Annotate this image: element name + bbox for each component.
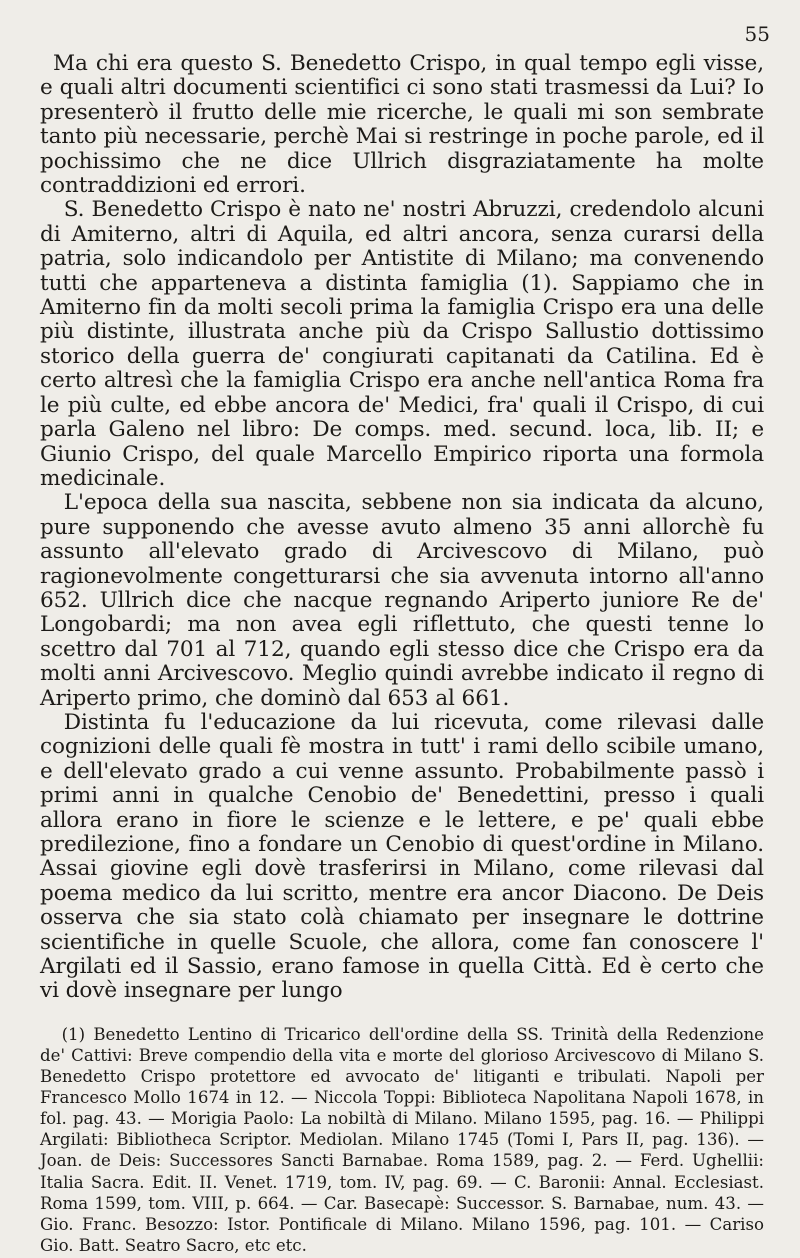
paragraph-2: S. Benedetto Crispo è nato ne' nostri Abruzzi, credendolo alcuni di Amiterno, altri di Aquila, ed altri ancora, senza curarsi della patria, solo indicandolo per Antistite di Milano; ma convenendo tutti che apparteneva a distinta famiglia (1). Sappiamo che in Amiterno fin da molti secoli prima la famiglia Crispo era una delle più distinte, illustrata anche più da Crispo Sallustio dottissimo storico della guerra de' congiurati capitanati da Catilina. Ed è certo altresì che la famiglia Crispo era anche nell'antica Roma fra le più culte, ed ebbe ancora de' Medici, fra' quali il Crispo, di cui parla Galeno nel libro: De comps. med. secund. loca, lib. II; e Giunio Crispo, del quale Marcello Empirico riporta una formola medicinale. <box>40 197 764 491</box>
paragraph-4: Distinta fu l'educazione da lui ricevuta, come rilevasi dalle cognizioni delle quali fè mostra in tutt' i rami dello scibile umano, e dell'elevato grado a cui venne assunto. Probabilmente passò i primi anni in qualche Cenobio de' Benedettini, presso i quali allora erano in fiore le scienze e le lettere, e pe' quali ebbe predilezione, fino a fondare un Cenobio di quest'ordine in Milano. Assai giovine egli dovè trasferirsi in Milano, come rilevasi dal poema medico da lui scritto, mentre era ancor Diacono. De Deis osserva che sia stato colà chiamato per insegnare le dottrine scientifiche in quelle Scuole, che allora, come fan conoscere l' Argilati ed il Sassio, erano famose in quella Città. Ed è certo che vi dovè insegnare per lungo <box>40 709 764 1004</box>
page-number: 55 <box>744 22 770 46</box>
paragraph-3: L'epoca della sua nascita, sebbene non sia indicata da alcuno, pure supponendo che avesse avuto almeno 35 anni allorchè fu assunto all'elevato grado di Arcivescovo di Milano, può ragionevolmente congetturarsi che sia avvenuta intorno all'anno 652. Ullrich dice che nacque regnando Ariperto juniore Re de' Longobardi; ma non avea egli riflettuto, che questi tenne lo scettro dal 701 al 712, quando egli stesso dice che Crispo era da molti anni Arcivescovo. Meglio quindi avrebbe indicato il regno di Ariperto primo, che dominò dal 653 al 661. <box>40 490 764 711</box>
main-text <box>40 52 764 1004</box>
footnote-1: (1) Benedetto Lentino di Tricarico dell'ordine della SS. Trinità della Redenzione de' Cattivi: Breve compendio della vita e morte del glorioso Arcivescovo di Milano S. Benedetto Crispo protettore ed avvocato de' litiganti e tribulati. Napoli per Francesco Mollo 1674 in 12. — Niccola Toppi: Biblioteca Napolitana Napoli 1678, in fol. pag. 43. — Morigia Paolo: La nobiltà di Milano. Milano 1595, pag. 16. — Philippi Argilati: Bibliotheca Scriptor. Mediolan. Milano 1745 (Tomi I, Pars II, pag. 136). — Joan. de Deis: Successores Sancti Barnabae. Roma 1589, pag. 2. — Ferd. Ughellii: Italia Sacra. Edit. II. Venet. 1719, tom. IV, pag. 69. — C. Baronii: Annal. Ecclesiast. Roma 1599, tom. VIII, p. 664. — Car. Basecapè: Successor. S. Barnabae, num. 43. — Gio. Franc. Besozzo: Istor. Pontificale di Milano. Milano 1596, pag. 101. — Cariso Gio. Batt. Seatro Sacro, etc etc. <box>40 1024 764 1255</box>
paragraph-1: Ma chi era questo S. Benedetto Crispo, in qual tempo egli visse, e quali altri documenti scientifici ci sono stati trasmessi da Lui? Io presenterò il frutto delle mie ricerche, le quali mi son sembrate tanto più necessarie, perchè Mai si restringe in poche parole, ed il pochissimo che ne dice Ullrich disgraziatamente ha molte contraddizioni ed errori. <box>40 51 764 199</box>
footnote-section <box>40 1024 764 1256</box>
